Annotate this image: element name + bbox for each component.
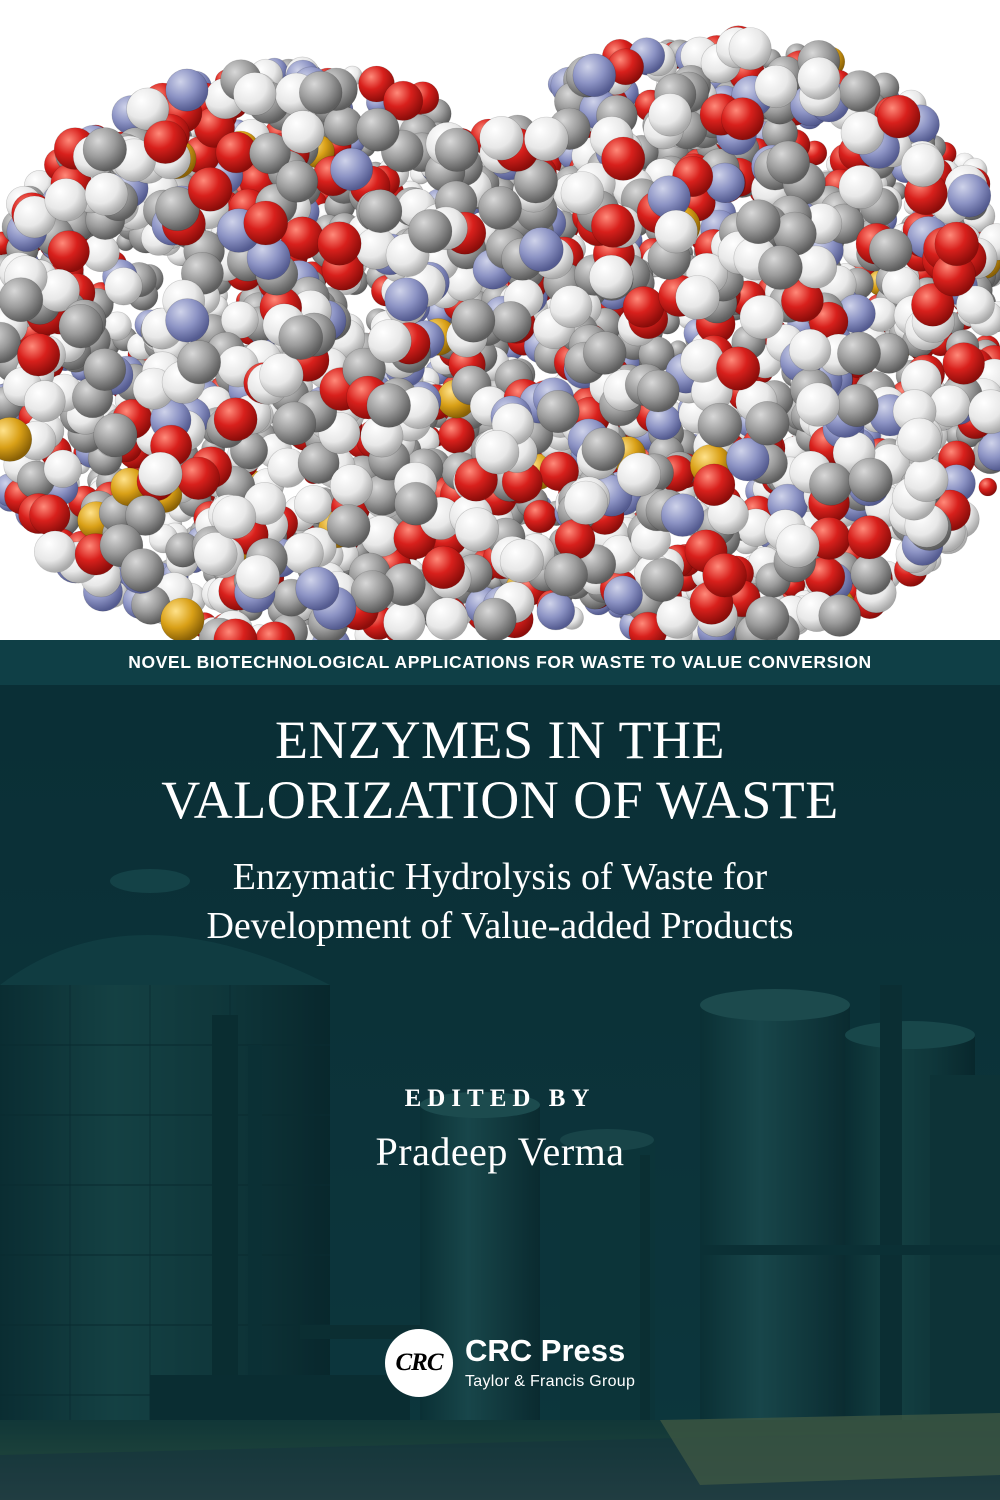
space-filling-protein-molecule-model xyxy=(0,0,1000,640)
publisher-name: CRC Press xyxy=(465,1333,626,1369)
series-title: NOVEL BIOTECHNOLOGICAL APPLICATIONS FOR WASTE TO VALUE CONVERSION xyxy=(128,652,872,672)
publisher-logo xyxy=(385,1318,645,1408)
edited-by-label: EDITED BY xyxy=(404,1085,596,1112)
title-block xyxy=(0,710,1000,952)
series-banner xyxy=(0,640,1000,685)
page-title xyxy=(40,710,960,831)
crc-logo-icon xyxy=(385,1329,453,1397)
molecule-artwork xyxy=(0,0,1000,640)
editor-name: Pradeep Verma xyxy=(375,1129,625,1174)
crc-mark-text: CRC xyxy=(395,1349,443,1376)
title-line-1: ENZYMES IN THE xyxy=(275,710,725,770)
page-subtitle xyxy=(40,853,960,952)
publisher-text xyxy=(465,1335,635,1391)
subtitle-line-2: Development of Value-added Products xyxy=(206,905,794,948)
publisher-group: Taylor & Francis Group xyxy=(465,1372,636,1390)
subtitle-line-1: Enzymatic Hydrolysis of Waste for xyxy=(232,855,768,898)
title-line-2: VALORIZATION OF WASTE xyxy=(161,770,839,831)
